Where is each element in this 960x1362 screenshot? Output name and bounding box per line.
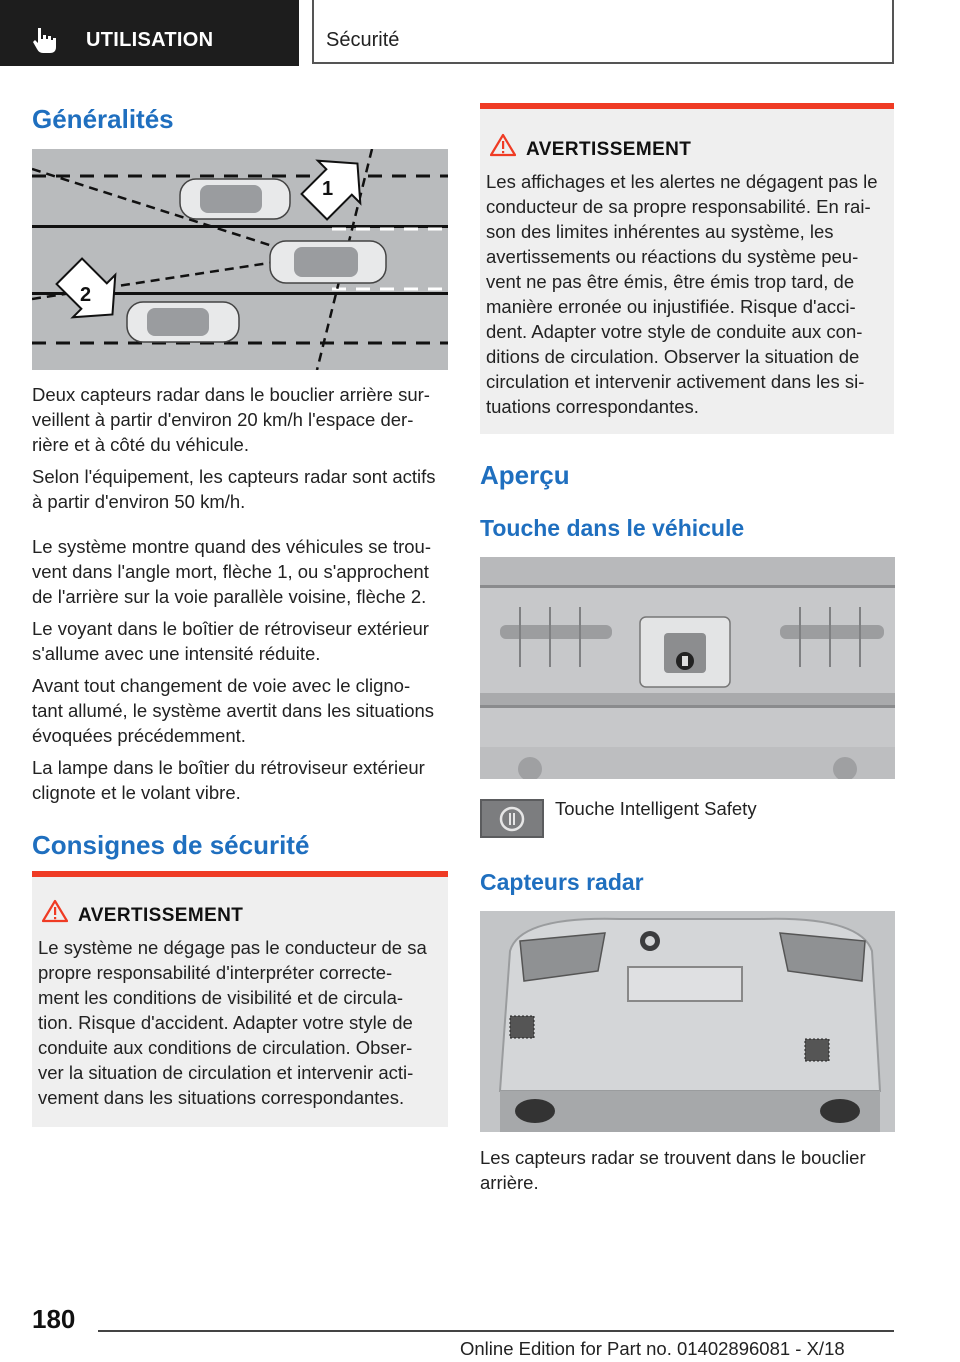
- warning-triangle-icon: [42, 899, 68, 923]
- blind-spot-diagram: [32, 149, 448, 370]
- section-title: UTILISATION: [86, 29, 214, 51]
- heading-consignes: Consignes de sécurité: [32, 830, 310, 860]
- paragraph-4: Le voyant dans le boîtier de rétroviseur extérieur s'allume avec une intensité réduite.: [32, 618, 429, 664]
- button-caption: Touche Intelligent Safety: [555, 798, 757, 819]
- paragraph-6: La lampe dans le boîtier du rétroviseur extérieur clignote et le volant vibre.: [32, 757, 425, 803]
- section-tab: [0, 0, 299, 66]
- heading-generalites: Généralités: [32, 104, 174, 134]
- warning-text: Le système ne dégage pas le conducteur de sa propre responsabilité d'interpréter correcte- ment les conditions de visibilité et de circula- tion. Risque d'accident. Adapter votre style de conduite aux conditions de circulation. Obser- ver la situation de circulation et intervenir acti- vement dans les situations correspondantes.: [38, 937, 427, 1108]
- paragraph-3: Le système montre quand des véhicules se trou- vent dans l'angle mort, flèche 1, ou s'approchent de l'arrière sur la voie parallèle voisine, flèche 2.: [32, 536, 431, 607]
- radar-caption: Les capteurs radar se trouvent dans le bouclier arrière.: [480, 1147, 866, 1193]
- heading-capteurs: Capteurs radar: [480, 869, 644, 895]
- callout-2: 2: [80, 284, 92, 306]
- footer-rule: [98, 1330, 894, 1332]
- warning-box-right: [480, 103, 894, 434]
- warning-text: Les affichages et les alertes ne dégagent pas le conducteur de sa propre responsabilité. En rai- son des limites inhérentes au système, les avertissements ou réactions du système peu- vent ne pas être émis, être émis trop tard, de manière erronée ou injustifiée. Risque d'acci- dent. Adapter votre style de conduite aux con- ditions de circulation. Observer la situation de circulation et intervenir activement dans les si- tuations correspondantes.: [486, 171, 878, 417]
- warning-box-left: [32, 871, 448, 1127]
- intelligent-safety-button-icon: [480, 799, 544, 838]
- callout-1: 1: [322, 178, 334, 200]
- dashboard-button-photo: [480, 557, 895, 779]
- warning-triangle-icon: [490, 133, 516, 157]
- paragraph-1: Deux capteurs radar dans le bouclier arrière sur- veillent à partir d'environ 20 km/h l'espace der- rière et à côté du véhicule.: [32, 384, 430, 455]
- warning-title: AVERTISSEMENT: [526, 139, 692, 160]
- subsection-tab: [312, 0, 894, 64]
- paragraph-2: Selon l'équipement, les capteurs radar sont actifs à partir d'environ 50 km/h.: [32, 466, 436, 512]
- footer-edition: Online Edition for Part no. 01402896081 - X/18: [460, 1338, 845, 1359]
- heading-touche: Touche dans le véhicule: [480, 515, 745, 541]
- warning-title: AVERTISSEMENT: [78, 905, 244, 926]
- rear-bumper-photo: [480, 911, 895, 1132]
- subsection-title: Sécurité: [326, 29, 400, 51]
- hand-pointer-icon: [32, 26, 62, 54]
- paragraph-5: Avant tout changement de voie avec le cligno- tant allumé, le système avertit dans les situations évoquées précédemment.: [32, 675, 435, 746]
- heading-apercu: Aperçu: [480, 460, 570, 490]
- page-number: 180: [32, 1304, 76, 1334]
